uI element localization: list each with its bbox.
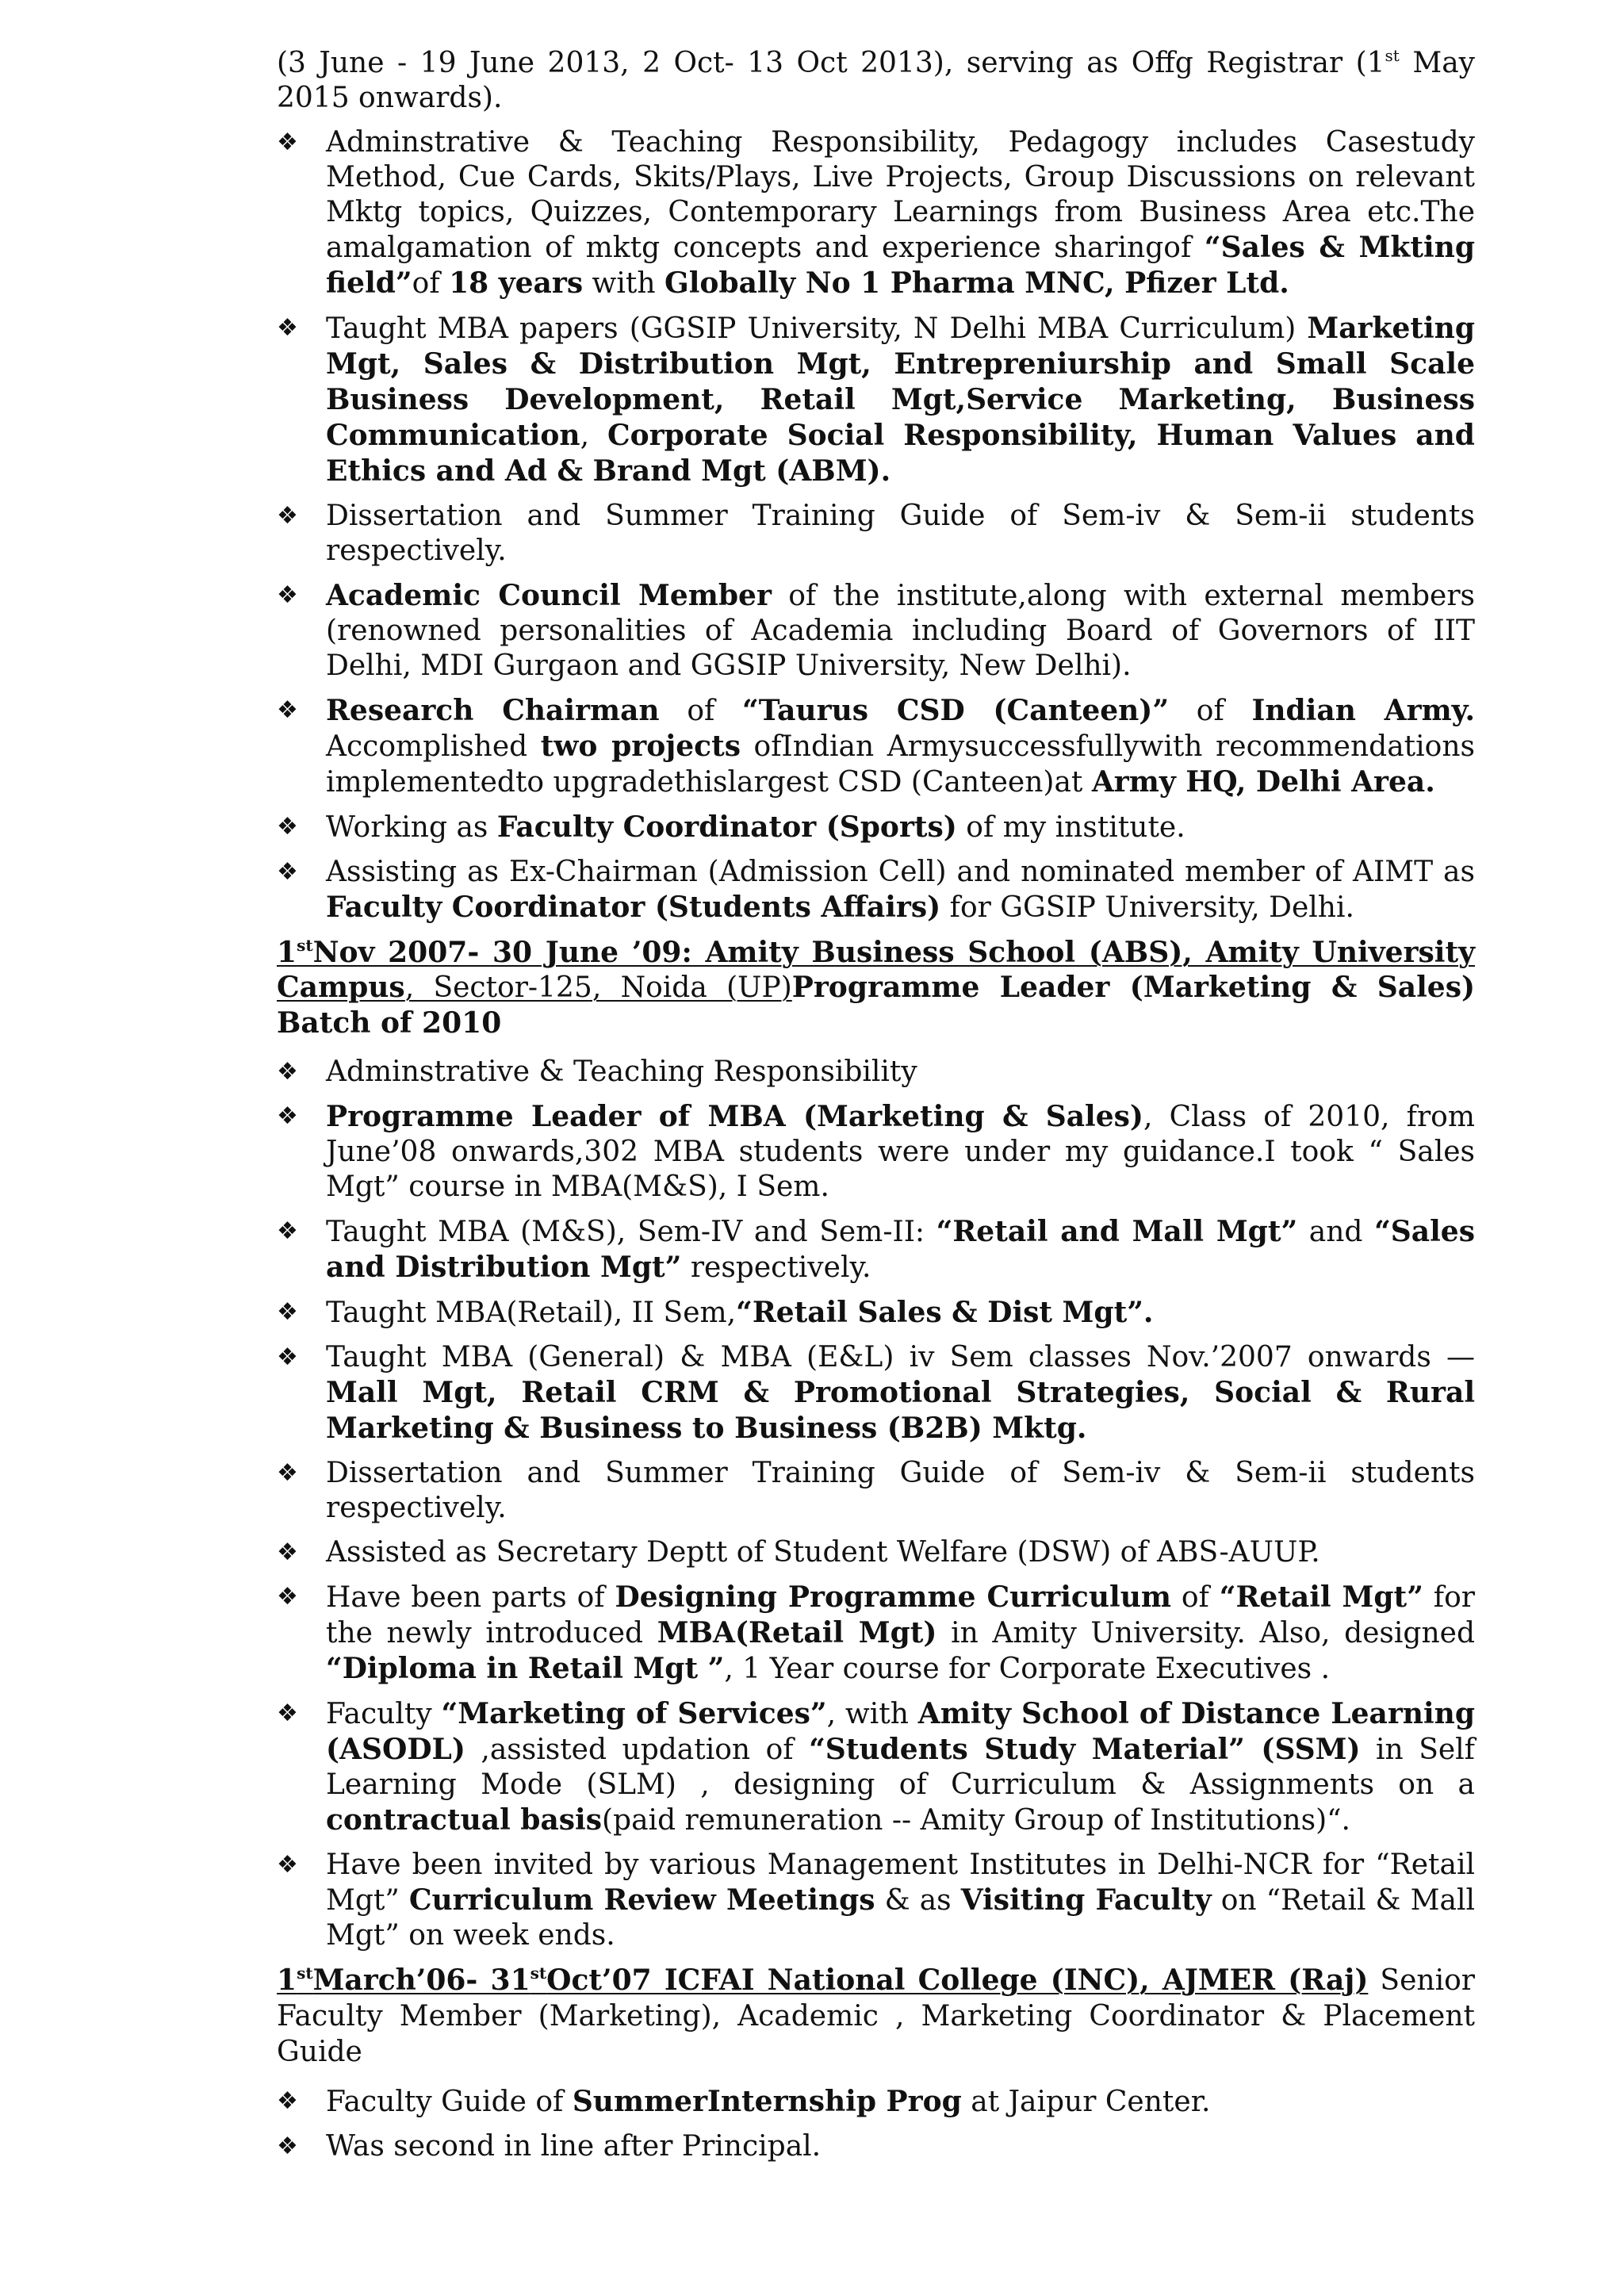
diamond-bullet-icon: ❖ [277, 1298, 298, 1326]
diamond-bullet-icon: ❖ [277, 1583, 298, 1611]
list-item: ❖ Dissertation and Summer Training Guide of Sem-iv & Sem-ii students respectively. [277, 1457, 1475, 1524]
resume-page [277, 46, 1475, 2174]
diamond-bullet-icon: ❖ [277, 1343, 298, 1371]
diamond-bullet-icon: ❖ [277, 1538, 298, 1566]
list-item: ❖ Faculty Guide of SummerInternship Prog at Jaipur Center. [277, 2085, 1211, 2118]
list-item: ❖ Taught MBA(Retail), II Sem,“Retail Sales & Dist Mgt”. [277, 1296, 1154, 1329]
diamond-bullet-icon: ❖ [277, 1058, 298, 1086]
diamond-bullet-icon: ❖ [277, 1459, 298, 1487]
diamond-bullet-icon: ❖ [277, 813, 298, 841]
intro-text-end: May 2015 onwards). [277, 47, 1476, 114]
list-item: ❖ Assisting as Ex-Chairman (Admission Cell) and nominated member of AIMT as Faculty Coordinator (Students Affairs) for GGSIP University, Delhi. [277, 856, 1475, 924]
diamond-bullet-icon: ❖ [277, 1102, 298, 1130]
section-heading-icfai: 1stMarch’06- 31stOct’07 ICFAI National College (INC), AJMER (Raj) Senior Faculty Member (Marketing), Academic , Marketing Coordinator & Placement Guide [277, 1964, 1475, 2068]
intro-paragraph [277, 46, 1475, 116]
diamond-bullet-icon: ❖ [277, 581, 298, 609]
diamond-bullet-icon: ❖ [277, 314, 298, 342]
list-item: ❖ Adminstrative & Teaching Responsibility, Pedagogy includes Casestudy Method, Cue Cards, Skits/Plays, Live Projects, Group Discussions on relevant Mktg topics, Quizzes, Contemporary Learnings from Business Area etc.The amalgamation of mktg concepts and experience sharingof “Sales & Mkting field”of 18 years with Globally No 1 Pharma MNC, Pfizer Ltd. [277, 126, 1476, 300]
diamond-bullet-icon: ❖ [277, 858, 298, 886]
diamond-bullet-icon: ❖ [277, 502, 298, 530]
list-item: ❖ Assisted as Secretary Deptt of Student Welfare (DSW) of ABS-AUUP. [277, 1536, 1320, 1569]
diamond-bullet-icon: ❖ [277, 128, 298, 156]
diamond-bullet-icon: ❖ [277, 1217, 298, 1245]
list-item: ❖ Adminstrative & Teaching Responsibility [277, 1056, 917, 1088]
diamond-bullet-icon: ❖ [277, 1851, 298, 1879]
diamond-bullet-icon: ❖ [277, 1699, 298, 1727]
section-heading-amity: 1stNov 2007- 30 June ’09: Amity Business School (ABS), Amity University Campus, Sector-125, Noida (UP)Programme Leader (Marketing & Sales) Batch of 2010 [277, 936, 1476, 1040]
list-item: ❖ Have been parts of Designing Programme Curriculum of “Retail Mgt” for the newly introduced MBA(Retail Mgt) in Amity University. Also, designed “Diploma in Retail Mgt ”, 1 Year course for Corporate Executives . [277, 1580, 1475, 1685]
bullet-list-icfai [277, 2084, 1475, 2164]
intro-text: (3 June - 19 June 2013, 2 Oct- 13 Oct 2013), serving as Offg Registrar (1 [277, 47, 1385, 79]
list-item: ❖ Academic Council Member of the institute,along with external members (renowned personalities of Academia including Board of Governors of IIT Delhi, MDI Gurgaon and GGSIP University, New Delhi). [277, 579, 1475, 682]
bullet-list-current-role [277, 125, 1475, 925]
list-item: ❖ Taught MBA papers (GGSIP University, N Delhi MBA Curriculum) Marketing Mgt, Sales & Distribution Mgt, Entrepreniurship and Small Scale Business Development, Retail Mgt,Service Marketing, Business Communication, Corporate Social Responsibility, Human Values and Ethics and Ad & Brand Mgt (ABM). [277, 312, 1475, 488]
list-item: ❖ Have been invited by various Management Institutes in Delhi-NCR for “Retail Mgt” Curriculum Review Meetings & as Visiting Faculty on “Retail & Mall Mgt” on week ends. [277, 1849, 1475, 1952]
list-item: ❖ Working as Faculty Coordinator (Sports) of my institute. [277, 810, 1185, 844]
list-item: ❖ Research Chairman of “Taurus CSD (Canteen)” of Indian Army. Accomplished two projects ofIndian Armysuccessfullywith recommendations implementedto upgradethislargest CSD (Canteen)at Army HQ, Delhi Area. [277, 694, 1475, 799]
bullet-list-amity [277, 1055, 1475, 1953]
diamond-bullet-icon: ❖ [277, 2087, 298, 2115]
list-item: ❖ Taught MBA (M&S), Sem-IV and Sem-II: “Retail and Mall Mgt” and “Sales and Distribution Mgt” respectively. [277, 1215, 1475, 1284]
list-item: ❖ Faculty “Marketing of Services”, with Amity School of Distance Learning (ASODL) ,assisted updation of “Students Study Material” (SSM) in Self Learning Mode (SLM) , designing of Curriculum & Assignments on a contractual basis(paid remuneration -- Amity Group of Institutions)“. [277, 1697, 1476, 1837]
intro-superscript: st [1385, 46, 1400, 65]
list-item: ❖ Programme Leader of MBA (Marketing & Sales), Class of 2010, from June’08 onwards,302 MBA students were under my guidance.I took “ Sales Mgt” course in MBA(M&S), I Sem. [277, 1100, 1475, 1203]
diamond-bullet-icon: ❖ [277, 2132, 298, 2160]
list-item: ❖ Taught MBA (General) & MBA (E&L) iv Sem classes Nov.’2007 onwards — Mall Mgt, Retail CRM & Promotional Strategies, Social & Rural Marketing & Business to Business (B2B) Mktg. [277, 1341, 1475, 1445]
list-item: ❖ Was second in line after Principal. [277, 2130, 822, 2163]
diamond-bullet-icon: ❖ [277, 696, 298, 724]
list-item: ❖ Dissertation and Summer Training Guide of Sem-iv & Sem-ii students respectively. [277, 500, 1475, 567]
